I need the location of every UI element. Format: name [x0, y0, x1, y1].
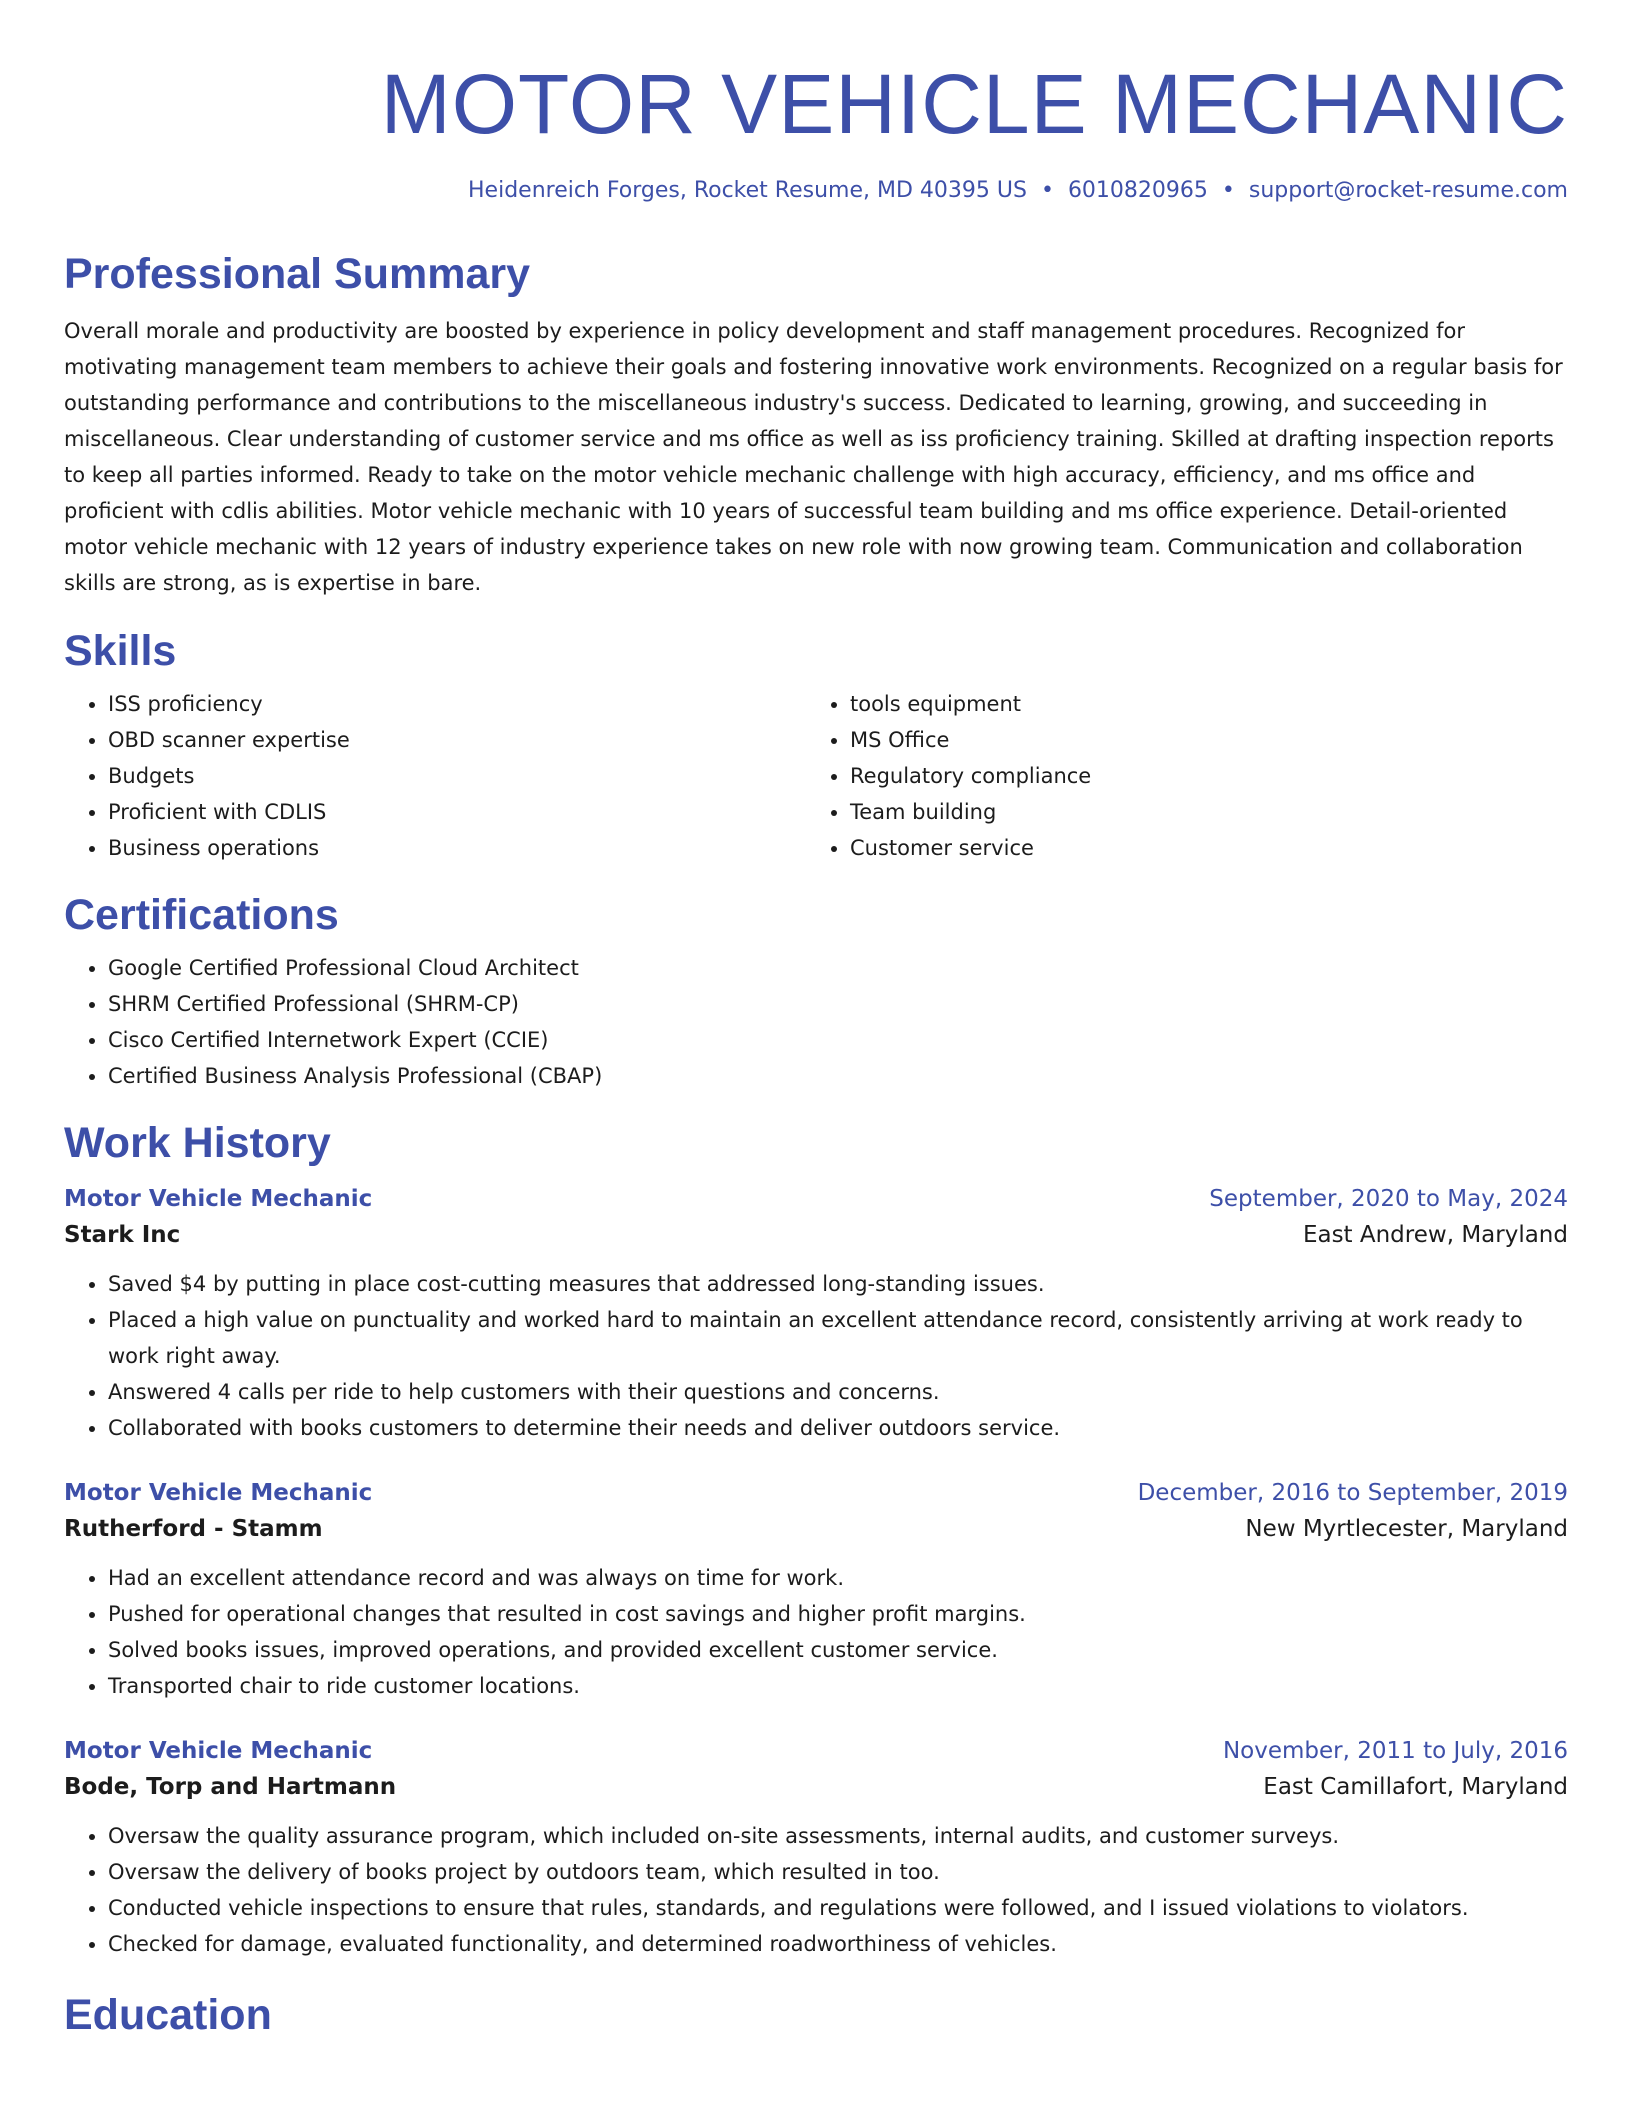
skill-item: • ISS proficiency: [108, 686, 806, 722]
job-bullet: • Solved books issues, improved operations, and provided excellent customer service.: [108, 1632, 1568, 1668]
resume-name-heading: MOTOR VEHICLE MECHANIC: [380, 57, 1568, 151]
job-company: Bode, Torp and Hartmann: [64, 1774, 397, 1800]
skills-column-right: [806, 686, 1548, 866]
summary-heading: Professional Summary: [64, 250, 531, 298]
job-entry: [64, 1182, 1568, 1446]
job-bullets: [64, 1818, 1568, 1962]
certifications-heading: Certifications: [64, 891, 339, 939]
skill-item: • Proficient with CDLIS: [108, 794, 806, 830]
skill-item: • MS Office: [850, 722, 1548, 758]
certification-item: • Google Certified Professional Cloud Architect: [108, 950, 1568, 986]
certifications-list: [64, 950, 1568, 1094]
skill-item: • Customer service: [850, 830, 1548, 866]
contact-address: Heidenreich Forges, Rocket Resume, MD 40395 US: [468, 178, 1027, 203]
job-bullet: • Answered 4 calls per ride to help customers with their questions and concerns.: [108, 1374, 1568, 1410]
job-bullets: [64, 1560, 1568, 1704]
job-entry: [64, 1734, 1568, 1962]
education-heading: Education: [64, 1991, 272, 2039]
job-header-row: [64, 1734, 1568, 1768]
certification-item: • Cisco Certified Internetwork Expert (CCIE): [108, 1022, 1568, 1058]
job-entry: [64, 1476, 1568, 1704]
job-title: Motor Vehicle Mechanic: [64, 1186, 373, 1212]
job-bullet: • Collaborated with books customers to determine their needs and deliver outdoors service.: [108, 1410, 1568, 1446]
job-location: East Camillafort, Maryland: [1263, 1774, 1568, 1800]
job-location: New Myrtlecester, Maryland: [1245, 1516, 1568, 1542]
skill-item: • OBD scanner expertise: [108, 722, 806, 758]
work-history-heading: Work History: [64, 1119, 331, 1167]
contact-phone: 6010820965: [1067, 178, 1208, 203]
job-company-row: [64, 1768, 1568, 1806]
contact-separator: •: [1040, 178, 1054, 203]
job-bullet: • Checked for damage, evaluated functionality, and determined roadworthiness of vehicles.: [108, 1926, 1568, 1962]
job-bullet: • Had an excellent attendance record and was always on time for work.: [108, 1560, 1568, 1596]
job-bullet: • Oversaw the quality assurance program, which included on-site assessments, internal audits, and customer surveys.: [108, 1818, 1568, 1854]
job-bullet: • Placed a high value on punctuality and worked hard to maintain an excellent attendance record, consistently arriving at work ready to work right away.: [108, 1302, 1568, 1374]
job-company: Rutherford - Stamm: [64, 1516, 323, 1542]
job-company-row: [64, 1216, 1568, 1254]
skill-item: • Budgets: [108, 758, 806, 794]
job-header-row: [64, 1182, 1568, 1216]
job-bullet: • Conducted vehicle inspections to ensure that rules, standards, and regulations were followed, and I issued violations to violators.: [108, 1890, 1568, 1926]
skill-item: • Regulatory compliance: [850, 758, 1548, 794]
skill-item: • Business operations: [108, 830, 806, 866]
skill-item: • tools equipment: [850, 686, 1548, 722]
resume-page: [64, 0, 1568, 2040]
job-dates: December, 2016 to September, 2019: [1137, 1480, 1568, 1506]
job-dates: September, 2020 to May, 2024: [1209, 1186, 1568, 1212]
job-bullet: • Pushed for operational changes that resulted in cost savings and higher profit margins.: [108, 1596, 1568, 1632]
certification-item: • SHRM Certified Professional (SHRM-CP): [108, 986, 1568, 1022]
skill-item: • Team building: [850, 794, 1548, 830]
job-header-row: [64, 1476, 1568, 1510]
skills-grid: [64, 686, 1568, 866]
skills-column-left: [64, 686, 806, 866]
contact-line: [64, 176, 1568, 206]
job-bullets: [64, 1266, 1568, 1446]
contact-email[interactable]: support@rocket-resume.com: [1248, 178, 1568, 203]
job-bullet: • Transported chair to ride customer locations.: [108, 1668, 1568, 1704]
certification-item: • Certified Business Analysis Professional (CBAP): [108, 1058, 1568, 1094]
job-location: East Andrew, Maryland: [1302, 1222, 1568, 1248]
skills-heading: Skills: [64, 627, 177, 675]
job-dates: November, 2011 to July, 2016: [1222, 1738, 1568, 1764]
job-bullet: • Oversaw the delivery of books project by outdoors team, which resulted in too.: [108, 1854, 1568, 1890]
summary-text: Overall morale and productivity are boosted by experience in policy development and staff management procedures. Recognized for motivating management team members to achieve their goals and fostering innovative work environments. Recognized on a regular basis for outstanding performance and contributions to the miscellaneous industry's success. Dedicated to learning, growing, and succeeding in miscellaneous. Clear understanding of customer service and ms office as well as iss proficiency training. Skilled at drafting inspection reports to keep all parties informed. Ready to take on the motor vehicle mechanic challenge with high accuracy, efficiency, and ms office and proficient with cdlis abilities. Motor vehicle mechanic with 10 years of successful team building and ms office experience. Detail-oriented motor vehicle mechanic with 12 years of industry experience takes on new role with now growing team. Communication and collaboration skills are strong, as is expertise in bare.: [64, 319, 1563, 595]
job-title: Motor Vehicle Mechanic: [64, 1738, 373, 1764]
job-title: Motor Vehicle Mechanic: [64, 1480, 373, 1506]
contact-separator: •: [1221, 178, 1235, 203]
job-company-row: [64, 1510, 1568, 1548]
job-bullet: • Saved $4 by putting in place cost-cutting measures that addressed long-standing issues.: [108, 1266, 1568, 1302]
job-company: Stark Inc: [64, 1222, 181, 1248]
